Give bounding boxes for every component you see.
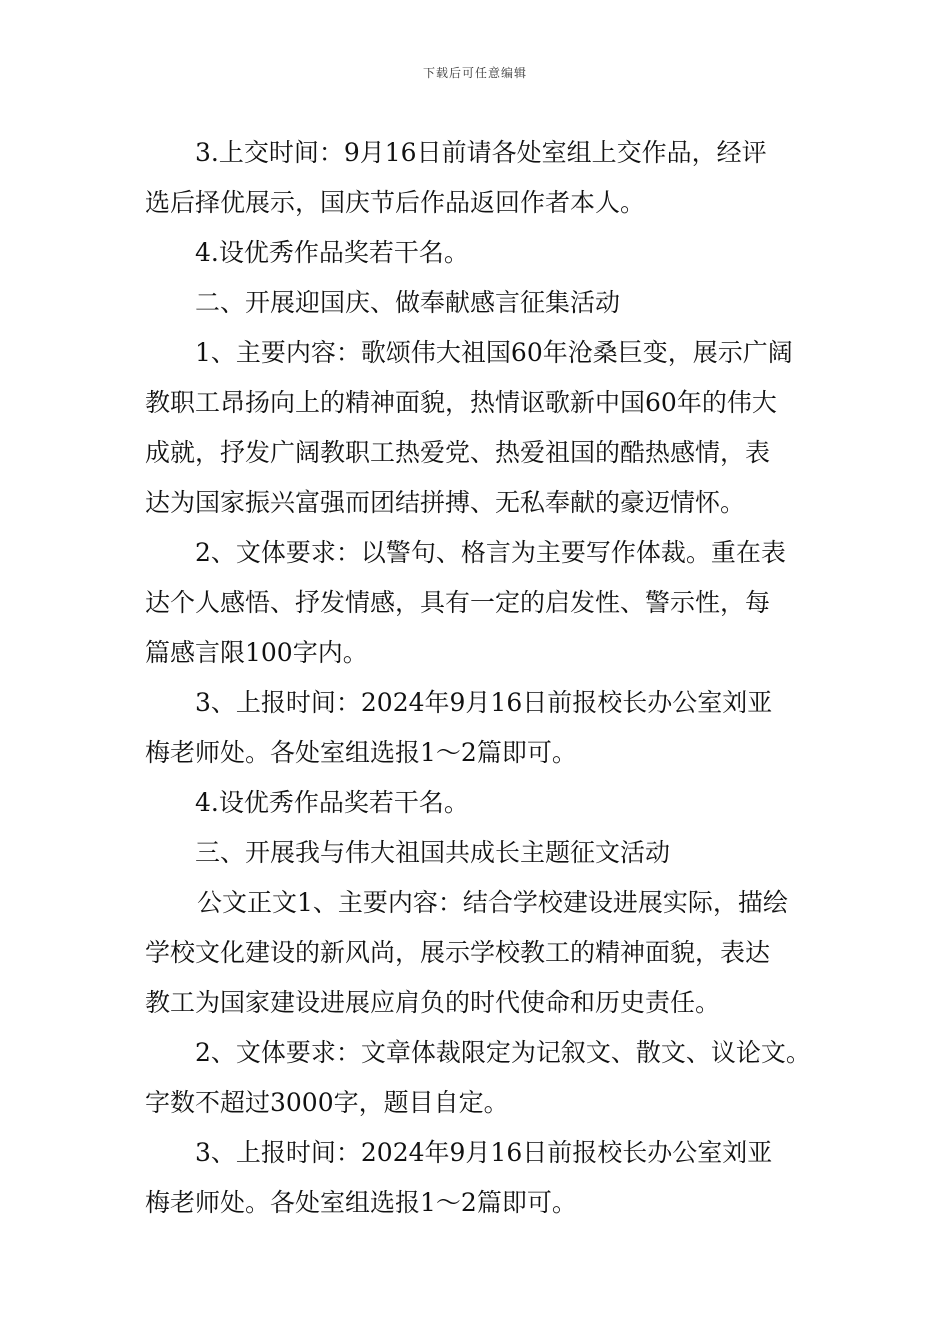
paragraph-line: 3、上报时间：2024年9月16日前报校长办公室刘亚	[195, 1138, 773, 1167]
paragraph-line: 3、上报时间：2024年9月16日前报校长办公室刘亚	[195, 688, 773, 717]
paragraph-line: 成就，抒发广阔教职工热爱党、热爱祖国的酷热感情，表	[145, 438, 771, 467]
paragraph-line: 梅老师处。各处室组选报1～2篇即可。	[145, 1188, 577, 1217]
paragraph-line: 达个人感悟、抒发情感，具有一定的启发性、警示性，每	[145, 588, 771, 617]
section-heading: 三、开展我与伟大祖国共成长主题征文活动	[195, 838, 671, 867]
paragraph-line: 公文正文1、主要内容：结合学校建设进展实际，描绘	[197, 888, 788, 917]
paragraph-line: 梅老师处。各处室组选报1～2篇即可。	[145, 738, 577, 767]
download-note: 下载后可任意编辑	[422, 66, 527, 80]
section-heading: 二、开展迎国庆、做奉献感言征集活动	[195, 288, 621, 317]
paragraph-line: 达为国家振兴富强而团结拼搏、无私奉献的豪迈情怀。	[145, 488, 746, 517]
document-body	[145, 128, 845, 1228]
paragraph-line: 教工为国家建设进展应肩负的时代使命和历史责任。	[145, 988, 721, 1017]
paragraph-line: 4.设优秀作品奖若干名。	[195, 788, 469, 817]
paragraph-line: 学校文化建设的新风尚，展示学校教工的精神面貌，表达	[145, 938, 771, 967]
paragraph-line: 选后择优展示，国庆节后作品返回作者本人。	[145, 188, 646, 217]
paragraph-line: 篇感言限100字内。	[145, 638, 368, 667]
paragraph-line: 4.设优秀作品奖若干名。	[195, 238, 469, 267]
paragraph-line: 3.上交时间：9月16日前请各处室组上交作品，经评	[195, 138, 767, 167]
paragraph-line: 2、文体要求：文章体裁限定为记叙文、散文、议论文。	[195, 1038, 811, 1067]
paragraph-line: 1、主要内容：歌颂伟大祖国60年沧桑巨变，展示广阔	[195, 338, 793, 367]
paragraph-line: 教职工昂扬向上的精神面貌，热情讴歌新中国60年的伟大	[145, 388, 777, 417]
paragraph-line: 2、文体要求：以警句、格言为主要写作体裁。重在表	[195, 538, 786, 567]
paragraph-line: 字数不超过3000字，题目自定。	[145, 1088, 509, 1117]
